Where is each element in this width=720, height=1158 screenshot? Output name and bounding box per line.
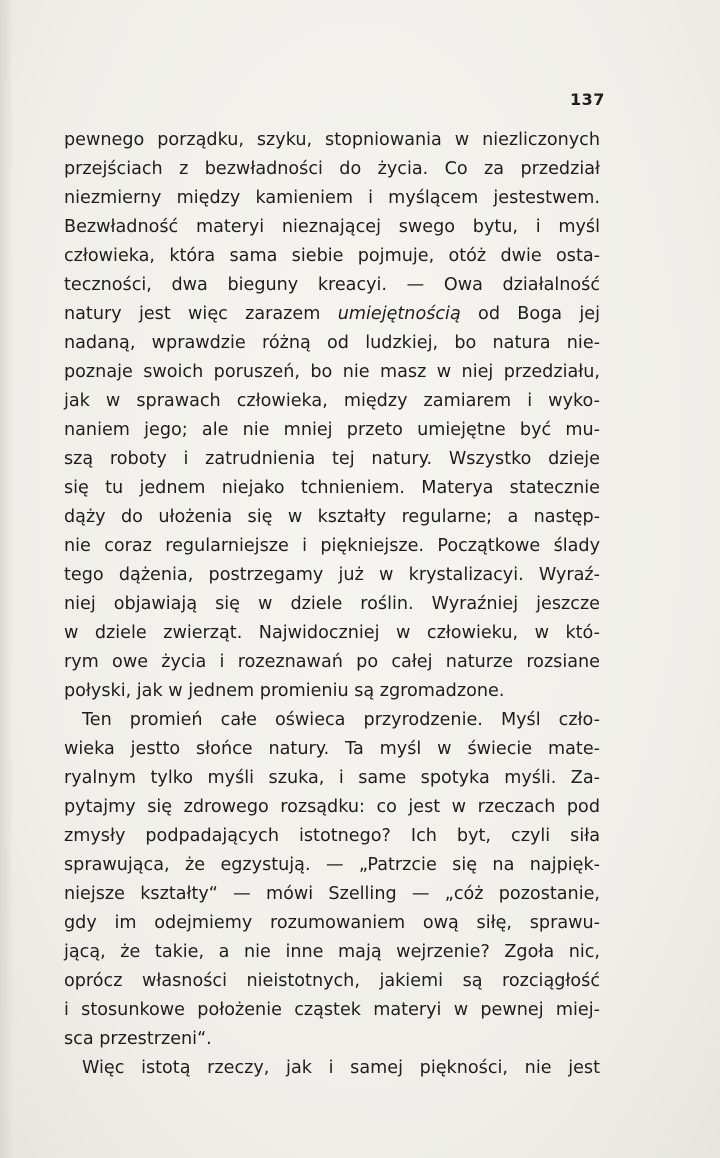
page-number: 137	[570, 90, 605, 109]
text-line: niejsze kształty“ — mówi Szelling — „cóż pozostanie,	[64, 884, 600, 904]
text-line: pewnego porządku, szyku, stopniowania w niezliczonych	[64, 130, 600, 150]
text-line: gdy im odejmiemy rozumowaniem ową siłę, sprawu-	[64, 913, 600, 933]
text-line: sca przestrzeni“.	[64, 1029, 212, 1049]
text-line: niezmierny między kamieniem i myślącem jestestwem.	[64, 188, 600, 208]
gutter-shadow	[0, 0, 14, 1158]
text-line: niej objawiają się w dziele roślin. Wyraźniej jeszcze	[64, 594, 600, 614]
text-line: tego dążenia, postrzegamy już w krystalizacyi. Wyraź-	[64, 565, 600, 585]
text-segment: natury jest więc zarazem	[64, 304, 338, 324]
text-line: naniem jego; ale nie mniej przeto umiejętne być mu-	[64, 420, 600, 440]
text-line: i stosunkowe położenie cząstek materyi w pewnej miej-	[64, 1000, 600, 1020]
text-line: nadaną, wprawdzie różną od ludzkiej, bo natura nie-	[64, 333, 600, 353]
italic-word: umiejętnością	[337, 304, 461, 324]
text-line: ryalnym tylko myśli szuka, i same spotyka myśli. Za-	[64, 768, 600, 788]
text-line: teczności, dwa bieguny kreacyi. — Owa działalność	[64, 275, 600, 295]
text-line: poznaje swoich poruszeń, bo nie masz w niej przedziału,	[64, 362, 600, 382]
text-line: jak w sprawach człowieka, między zamiarem i wyko-	[64, 391, 600, 411]
text-line: wieka jestto słońce natury. Ta myśl w świecie mate-	[64, 739, 600, 759]
text-segment: od Boga jej	[460, 304, 601, 324]
text-line: nie coraz regularniejsze i piękniejsze. Początkowe ślady	[64, 536, 600, 556]
text-line: rym owe życia i rozeznawań po całej naturze rozsiane	[64, 652, 600, 672]
text-line: połyski, jak w jednem promieniu są zgromadzone.	[64, 681, 505, 701]
text-line: oprócz własności nieistotnych, jakiemi są rozciągłość	[64, 971, 600, 991]
text-line: w dziele zwierząt. Najwidoczniej w człowieku, w któ-	[64, 623, 600, 643]
text-line: przejściach z bezwładności do życia. Co za przedział	[64, 159, 600, 179]
text-line: sprawująca, że egzystują. — „Patrzcie się na najpięk-	[64, 855, 600, 875]
text-line	[64, 302, 600, 326]
text-line: Więc istotą rzeczy, jak i samej piękności, nie jest	[82, 1058, 600, 1078]
text-line: szą roboty i zatrudnienia tej natury. Wszystko dzieje	[64, 449, 600, 469]
text-line: człowieka, która sama siebie pojmuje, otóż dwie osta-	[64, 246, 600, 266]
text-line: zmysły podpadających istotnego? Ich byt, czyli siła	[64, 826, 600, 846]
text-line: Bezwładność materyi nieznającej swego bytu, i myśl	[64, 217, 600, 237]
text-line: się tu jednem niejako tchnieniem. Materya statecznie	[64, 478, 600, 498]
text-line: jącą, że takie, a nie inne mają wejrzenie? Zgoła nic,	[64, 942, 600, 962]
text-line: dąży do ułożenia się w kształty regularne; a następ-	[64, 507, 600, 527]
text-line: pytajmy się zdrowego rozsądku: co jest w rzeczach pod	[64, 797, 600, 817]
text-line: Ten promień całe oświeca przyrodzenie. Myśl czło-	[82, 710, 600, 730]
